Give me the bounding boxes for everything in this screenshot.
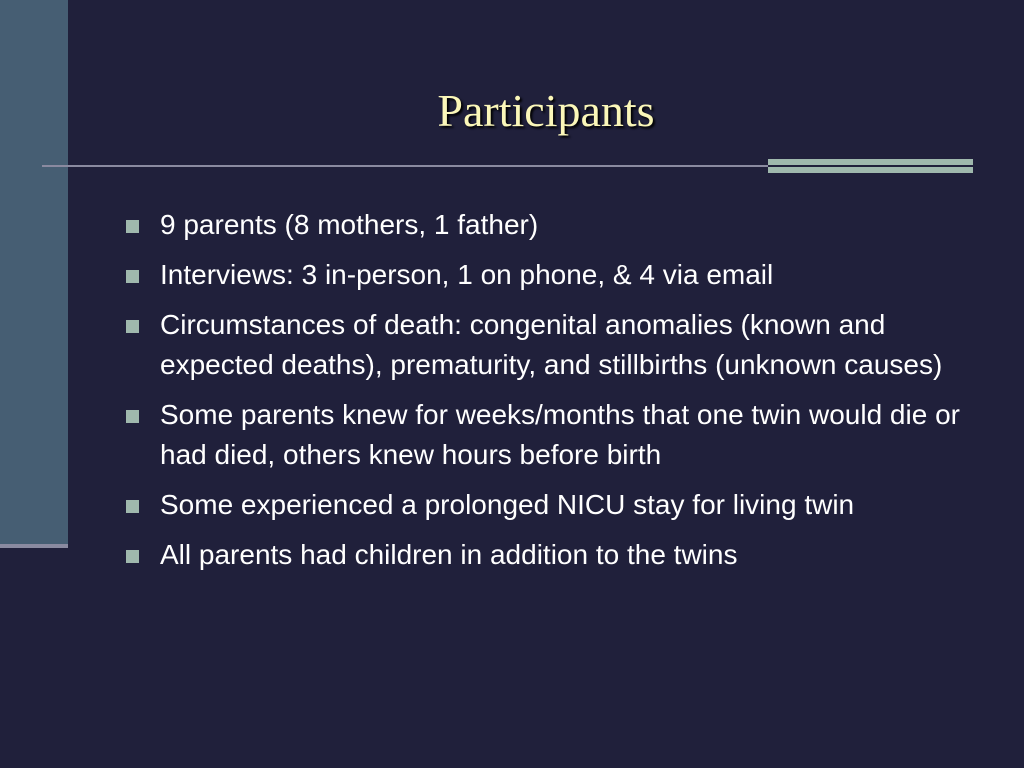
left-band-edge-line (0, 544, 68, 548)
bullet-list (124, 205, 984, 585)
bullet-item (124, 205, 984, 245)
left-decorative-band (0, 0, 68, 544)
title-divider-accent-bottom (768, 167, 973, 173)
bullet-text: Some experienced a prolonged NICU stay for living twin (160, 489, 855, 520)
slide-title: Participants (437, 85, 655, 136)
title-divider-accent-top (768, 159, 973, 165)
square-bullet-icon (126, 500, 139, 513)
square-bullet-icon (126, 550, 139, 563)
bullet-item (124, 305, 984, 385)
title-divider-line (42, 165, 768, 167)
bullet-text: Some parents knew for weeks/months that one twin would die or had died, others knew hours before birth (160, 399, 960, 470)
square-bullet-icon (126, 270, 139, 283)
bullet-text: All parents had children in addition to the twins (160, 539, 738, 570)
bullet-item (124, 535, 984, 575)
bullet-text: 9 parents (8 mothers, 1 father) (160, 209, 539, 240)
bullet-item (124, 255, 984, 295)
bullet-item (124, 395, 984, 475)
square-bullet-icon (126, 320, 139, 333)
bullet-text: Interviews: 3 in-person, 1 on phone, & 4 via email (160, 259, 774, 290)
square-bullet-icon (126, 410, 139, 423)
square-bullet-icon (126, 220, 139, 233)
bullet-text: Circumstances of death: congenital anomalies (known and expected deaths), prematurity, and stillbirths (unknown causes) (160, 309, 943, 380)
bullet-item (124, 485, 984, 525)
